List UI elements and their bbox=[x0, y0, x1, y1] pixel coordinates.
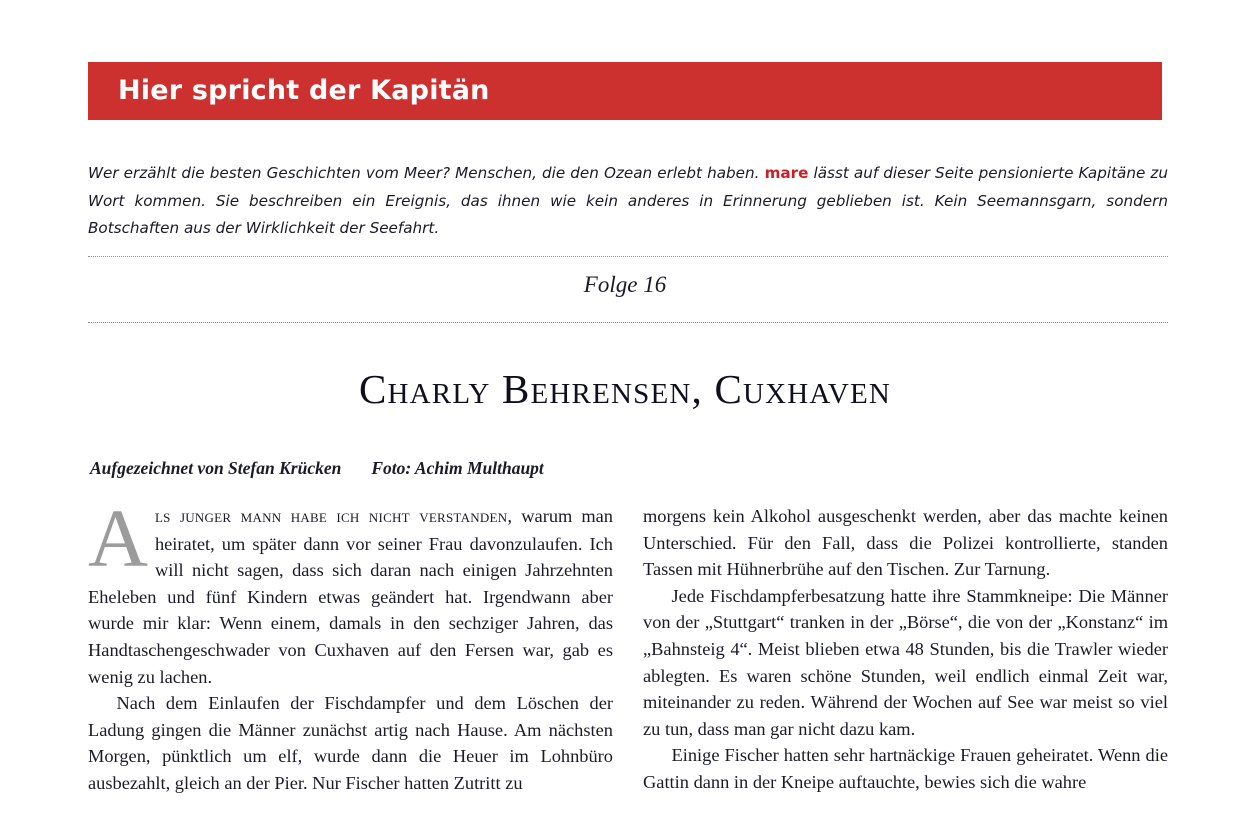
body-paragraph-text: Einige Fischer hatten sehr hartnäckige Frauen geheiratet. Wenn die Gattin dann in der Kneipe auftauchte, bewies sich die wahre bbox=[643, 745, 1168, 792]
drop-cap-letter: A bbox=[88, 503, 148, 584]
divider-rule-top bbox=[88, 256, 1168, 257]
byline-photo-credit: Foto: Achim Multhaupt bbox=[371, 458, 544, 478]
mare-brand-word: mare bbox=[764, 164, 809, 182]
body-paragraph-text: warum man heiratet, um später dann vor seiner Frau davonzulaufen. Ich will nicht sagen, dass sich daran nach einigen Jahrzehnten Eheleben und fünf Kindern etwas geändert hat. Irgendwann aber wurde mir klar: Wenn einem, damals in den sechziger Jahren, das Handtaschengeschwader von Cuxhaven auf den Fersen war, gab es wenig zu lachen. bbox=[88, 506, 613, 687]
body-paragraph-text: morgens kein Alkohol ausgeschenkt werden, aber das machte keinen Unterschied. Für den Fall, dass die Polizei kontrollierte, standen Tassen mit Hühnerbrühe auf den Tischen. Zur Tarnung. bbox=[643, 506, 1168, 580]
body-paragraph bbox=[643, 742, 1168, 795]
byline-author-credit: Aufgezeichnet von Stefan Krücken bbox=[90, 458, 342, 478]
page-title: Charly Behrensen, Cuxhaven bbox=[358, 366, 892, 412]
body-paragraph-text: Jede Fischdampferbesatzung hatte ihre Stammkneipe: Die Männer von der „Stuttgart“ tranken in der „Börse“, die von der „Konstanz“ im „Bahnsteig 4“. Meist blieben etwa 48 Stunden, bis die Trawler wieder ablegten. Es waren schöne Stunden, weil endlich einmal Zeit war, miteinander zu reden. Während der Wochen auf See war meist so viel zu tun, dass man gar nicht dazu kam. bbox=[643, 585, 1168, 739]
body-paragraph bbox=[643, 503, 1168, 583]
section-header-bar bbox=[88, 62, 1162, 120]
lead-small-caps: ls junger mann habe ich nicht verstanden, bbox=[154, 506, 513, 527]
divider-rule-bottom bbox=[88, 322, 1168, 323]
intro-text-before-brand: Wer erzählt die besten Geschichten vom Meer? Menschen, die den Ozean erlebt haben. bbox=[88, 164, 765, 182]
body-paragraph bbox=[88, 503, 613, 690]
byline bbox=[90, 458, 544, 479]
body-paragraph-text: Nach dem Einlaufen der Fischdampfer und dem Löschen der Ladung gingen die Männer zunächst artig nach Hause. Am nächsten Morgen, pünktlich um elf, wurde dann die Heuer im Lohnbüro ausbezahlt, gleich an der Pier. Nur Fischer hatten Zutritt zu bbox=[88, 693, 613, 793]
body-paragraph bbox=[88, 690, 613, 796]
issue-folge-label: Folge 16 bbox=[583, 272, 667, 297]
intro-text-after-brand: lässt auf dieser Seite pensionierte Kapitäne zu Wort kommen. Sie beschreiben ein Ereignis, das ihnen wie kein anderes in Erinnerung geblieben ist. Kein Seemannsgarn, sondern Botschaften aus der Wirklichkeit der Seefahrt. bbox=[88, 164, 1168, 237]
body-column-right bbox=[643, 503, 1168, 803]
intro-standfirst bbox=[88, 160, 1168, 243]
body-column-left bbox=[88, 503, 613, 803]
body-paragraph bbox=[643, 583, 1168, 743]
section-header-title: Hier spricht der Kapitän bbox=[118, 74, 490, 106]
